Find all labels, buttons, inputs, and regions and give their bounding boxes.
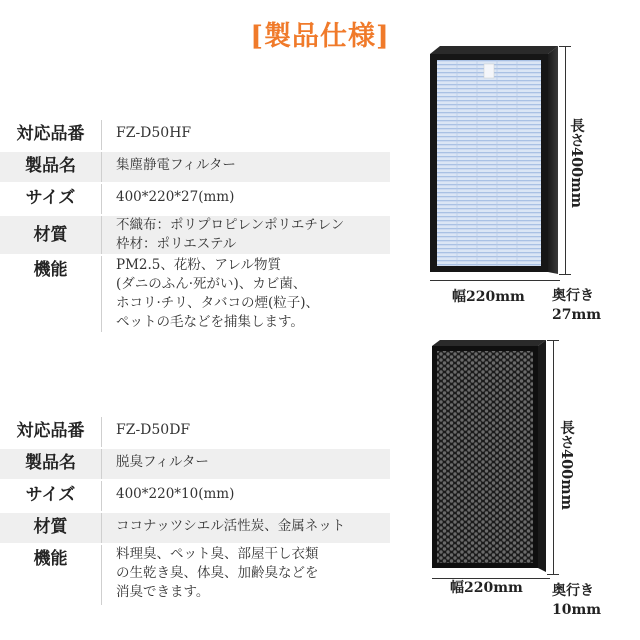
spec-label: 製品名 [25,453,76,473]
spec-row-material [0,513,390,543]
spec-label: 機能 [33,260,68,280]
spec-row-size [0,184,390,214]
width-label: 幅220mm [450,580,523,596]
spec-row-material [0,216,390,254]
spec-value: FZ-D50DF [116,422,191,438]
spec-label: サイズ [25,188,76,208]
spec-value: 400*220*27(mm) [116,189,235,205]
page-title: [製品仕様] [250,21,390,52]
spec-label: 機能 [33,549,68,569]
spec-row-function [0,256,390,332]
spec-label: 対応品番 [16,124,85,144]
length-label: 長さ400mm [558,420,575,510]
depth-label: 奥行き 10mm [552,583,602,618]
spec-value: 脱臭フィルター [116,454,209,470]
spec-label: 製品名 [25,156,76,176]
spec-row-function [0,545,390,605]
spec-row-name [0,152,390,182]
spec-row-model [0,120,390,150]
spec-value: 400*220*10(mm) [116,486,235,502]
spec-label: サイズ [25,485,76,505]
depth-label: 奥行き 27mm [552,288,602,323]
length-label: 長さ400mm [568,118,585,208]
hepa-filter-image [420,44,580,294]
depth-dimension-line [538,578,550,579]
spec-value: 集塵静電フィルター [116,157,236,173]
spec-value: FZ-D50HF [116,125,192,141]
length-dimension-tick [547,574,559,575]
width-dimension-line [430,280,548,281]
spec-value: 料理臭、ペット臭、部屋干し衣類 の生乾き臭、体臭、加齢臭などを 消臭できます。 [116,546,319,600]
width-label: 幅220mm [452,289,525,305]
spec-value: PM2.5、花粉、アレル物質 (ダニのふん·死がい)、カビ菌、 ホコリ·チリ、タバコの煙(粒子)、 ペットの毛などを捕集します。 [116,257,320,330]
spec-label: 対応品番 [16,421,85,441]
spec-label: 材質 [33,225,68,245]
length-dimension-tick [559,274,571,275]
spec-row-size [0,481,390,511]
depth-dimension-line [548,280,560,281]
spec-value: 不織布：ポリプロピレンポリエチレン 枠材：ポリエステル [116,217,345,252]
length-dimension-tick [559,46,571,47]
length-dimension-tick [547,340,559,341]
spec-row-model [0,417,390,447]
spec-value: ココナッツシエル活性炭、金属ネット [116,518,346,534]
spec-row-name [0,449,390,479]
length-dimension-line [553,340,554,574]
spec-label: 材質 [33,517,68,537]
